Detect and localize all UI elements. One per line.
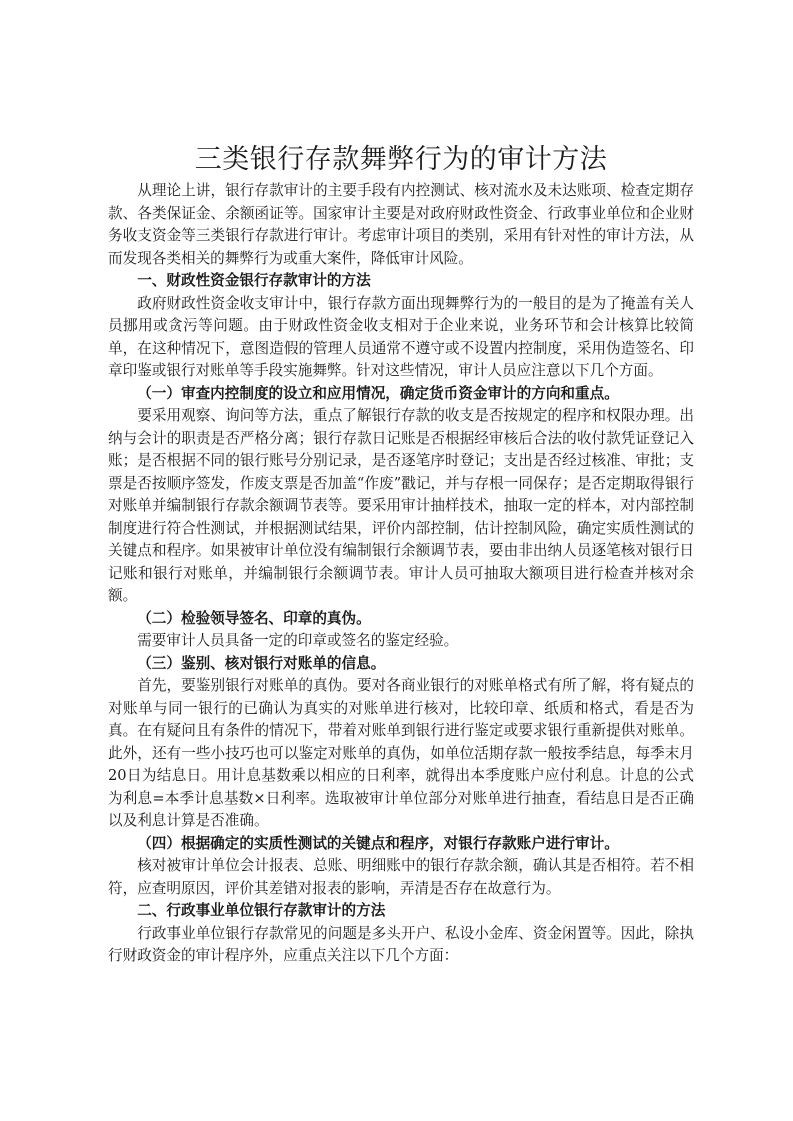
paragraph: 需要审计人员具备一定的印章或签名的鉴定经验。 (137, 632, 459, 649)
paragraph: 政府财政性资金收支审计中，银行存款方面出现舞弊行为的一般目的是为了掩盖有关人员挪用或贪污等问题。由于财政性资金收支相对于企业来说，业务环节和会计核算比较简单，在这种情况下，意图造假的管理人员通常不遵守或不设置内控制度，采用伪造签名、印章印鉴或银行对账单等手段实施舞弊。针对这些情况，审计人员应注意以下几个方面。 (108, 294, 694, 379)
paragraph: 行政事业单位银行存款常见的问题是多头开户、私设小金库、资金闲置等。因此，除执行财政资金的审计程序外，应重点关注以下几个方面： (108, 924, 694, 964)
section-heading-2: 二、行政事业单位银行存款审计的方法 (137, 902, 386, 919)
subsection-heading: （三）鉴别、核对银行对账单的信息。 (137, 654, 386, 672)
paragraph: 要采用观察、询问等方法，重点了解银行存款的收支是否按规定的程序和权限办理。出纳与会计的职责是否严格分离；银行存款日记账是否根据经审核后合法的收付款凭证登记入账；是否根据不同的银行账号分别记录，是否逐笔序时登记；支出是否经过核准、审批；支票是否按顺序签发，作废支票是否加盖“作废”戳记，并与存根一同保存；是否定期取得银行对账单并编制银行存款余额调节表等。要采用审计抽样技术，抽取一定的样本，对内部控制制度进行符合性测试，并根据测试结果，评价内部控制，估计控制风险，确定实质性测试的关键点和程序。如果被审计单位没有编制银行余额调节表，要由非出纳人员逐笔核对银行日记账和银行对账单，并编制银行余额调节表。审计人员可抽取大额项目进行检查并核对余额。 (108, 407, 694, 604)
subsection-heading: （四）根据确定的实质性测试的关键点和程序，对银行存款账户进行审计。 (137, 834, 619, 852)
paragraph-intro: 从理论上讲，银行存款审计的主要手段有内控测试、核对流水及未达账项、检查定期存款、各类保证金、余额函证等。国家审计主要是对政府财政性资金、行政事业单位和企业财务收支资金等三类银行存款进行审计。考虑审计项目的类别，采用有针对性的审计方法，从而发现各类相关的舞弊行为或重大案件，降低审计风险。 (108, 182, 694, 267)
paragraph: 首先，要鉴别银行对账单的真伪。要对各商业银行的对账单格式有所了解，将有疑点的对账单与同一银行的已确认为真实的对账单进行核对，比较印章、纸质和格式，看是否为真。在有疑问且有条件的情况下，带着对账单到银行进行鉴定或要求银行重新提供对账单。此外，还有一些小技巧也可以鉴定对账单的真伪，如单位活期存款一般按季结息，每季末月20日为结息日。用计息基数乘以相应的日利率，就得出本季度账户应付利息。计息的公式为利息=本季计息基数×日利率。选取被审计单位部分对账单进行抽查，看结息日是否正确以及利息计算是否准确。 (108, 677, 694, 829)
section-heading-1: 一、财政性资金银行存款审计的方法 (137, 272, 371, 289)
document-page (108, 140, 694, 968)
document-title: 三类银行存款舞弊行为的审计方法 (194, 144, 608, 175)
paragraph: 核对被审计单位会计报表、总账、明细账中的银行存款余额，确认其是否相符。若不相符，应查明原因，评价其差错对报表的影响，弄清是否存在故意行为。 (108, 857, 694, 897)
subsection-heading: （一）审查内控制度的设立和应用情况，确定货币资金审计的方向和重点。 (137, 384, 619, 402)
subsection-heading: （二）检验领导签名、印章的真伪。 (137, 609, 371, 627)
